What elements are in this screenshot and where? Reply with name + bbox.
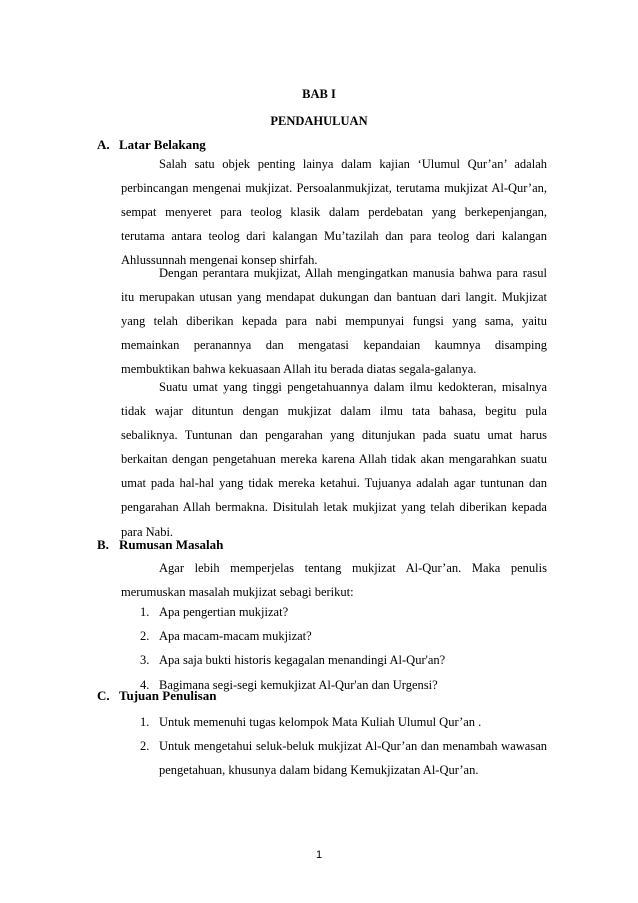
chapter-title: PENDAHULUAN	[270, 114, 368, 128]
list-item	[140, 624, 547, 648]
list-number: 2.	[140, 629, 150, 644]
section-label: C.	[97, 688, 110, 703]
list-text: Apa saja bukti historis kegagalan menandingi Al-Qur'an?	[159, 653, 446, 668]
section-heading-c	[97, 688, 216, 704]
section-title: Tujuan Penulisan	[119, 688, 217, 703]
list-item	[140, 648, 547, 672]
list-item	[140, 710, 547, 734]
problem-list	[140, 600, 547, 697]
paragraph: Agar lebih memperjelas tentang mukjizat Al-Qur’an. Maka penulis merumuskan masalah mukjizat sebagi berikut:	[121, 561, 547, 600]
section-title: Latar Belakang	[119, 137, 206, 152]
purpose-list	[140, 710, 547, 783]
paragraph: Dengan perantara mukjizat, Allah mengingatkan manusia bahwa para rasul itu merupakan utusan yang mendapat dukungan dan bantuan dari langit. Mukjizat yang telah diberikan kepada para nabi mempunyai fungsi yang sama, yaitu memainkan peranannya dan mengatasi kepandaian kaumnya disamping membuktikan bahwa kekuasaan Allah itu berada diatas segala-galanya.	[121, 266, 547, 377]
list-text: Untuk mengetahui seluk-beluk mukjizat Al-Qur’an dan menambah wawasan pengetahuan, khusunya dalam bidang Kemukjizatan Al-Qur’an.	[159, 739, 547, 778]
list-item	[140, 734, 547, 782]
paragraph: Suatu umat yang tinggi pengetahuannya dalam ilmu kedokteran, misalnya tidak wajar dituntun dengan mukjizat dalam ilmu tata bahasa, begitu pula sebaliknya. Tuntunan dan pengarahan yang ditunjukan pada suatu umat harus berkaitan dengan pengetahuan mereka karena Allah tidak akan mengarahkan suatu umat pada hal-hal yang tidak mereka ketahui. Tujuanya adalah agar tuntunan dan pengarahan Allah bermakna. Disitulah letak mukjizat yang telah diberikan kepada para Nabi.	[121, 380, 547, 539]
section-title: Rumusan Masalah	[119, 537, 224, 552]
section-label: B.	[97, 537, 109, 552]
list-number: 2.	[140, 739, 150, 754]
list-number: 1.	[140, 605, 150, 619]
list-item	[140, 600, 547, 624]
list-number: 3.	[140, 653, 150, 668]
list-number: 1.	[140, 715, 150, 729]
list-text: Bagimana segi-segi kemukjizat Al-Qur'an dan Urgensi?	[159, 677, 438, 692]
chapter-number: BAB I	[302, 87, 336, 101]
page-number: 1	[315, 849, 323, 861]
section-heading-b	[97, 537, 223, 553]
list-text: Apa macam-macam mukjizat?	[159, 629, 312, 644]
paragraph: Salah satu objek penting lainya dalam kajian ‘Ulumul Qur’an’ adalah perbincangan mengenai mukjizat. Persoalanmukjizat, terutama mukjizat Al-Qur’an, sempat menyeret para teolog klasik dalam perdebatan yang berkepenjangan, terutama antara teolog dari kalangan Mu’tazilah dan para teolog dari kalangan Ahlussunnah mengenai konsep shirfah.	[121, 157, 547, 268]
list-text: Apa pengertian mukjizat?	[159, 605, 289, 619]
section-heading-a	[97, 137, 206, 153]
section-label: A.	[97, 137, 110, 152]
list-number: 4.	[140, 677, 150, 692]
list-text: Untuk memenuhi tugas kelompok Mata Kuliah Ulumul Qur’an .	[159, 715, 482, 729]
